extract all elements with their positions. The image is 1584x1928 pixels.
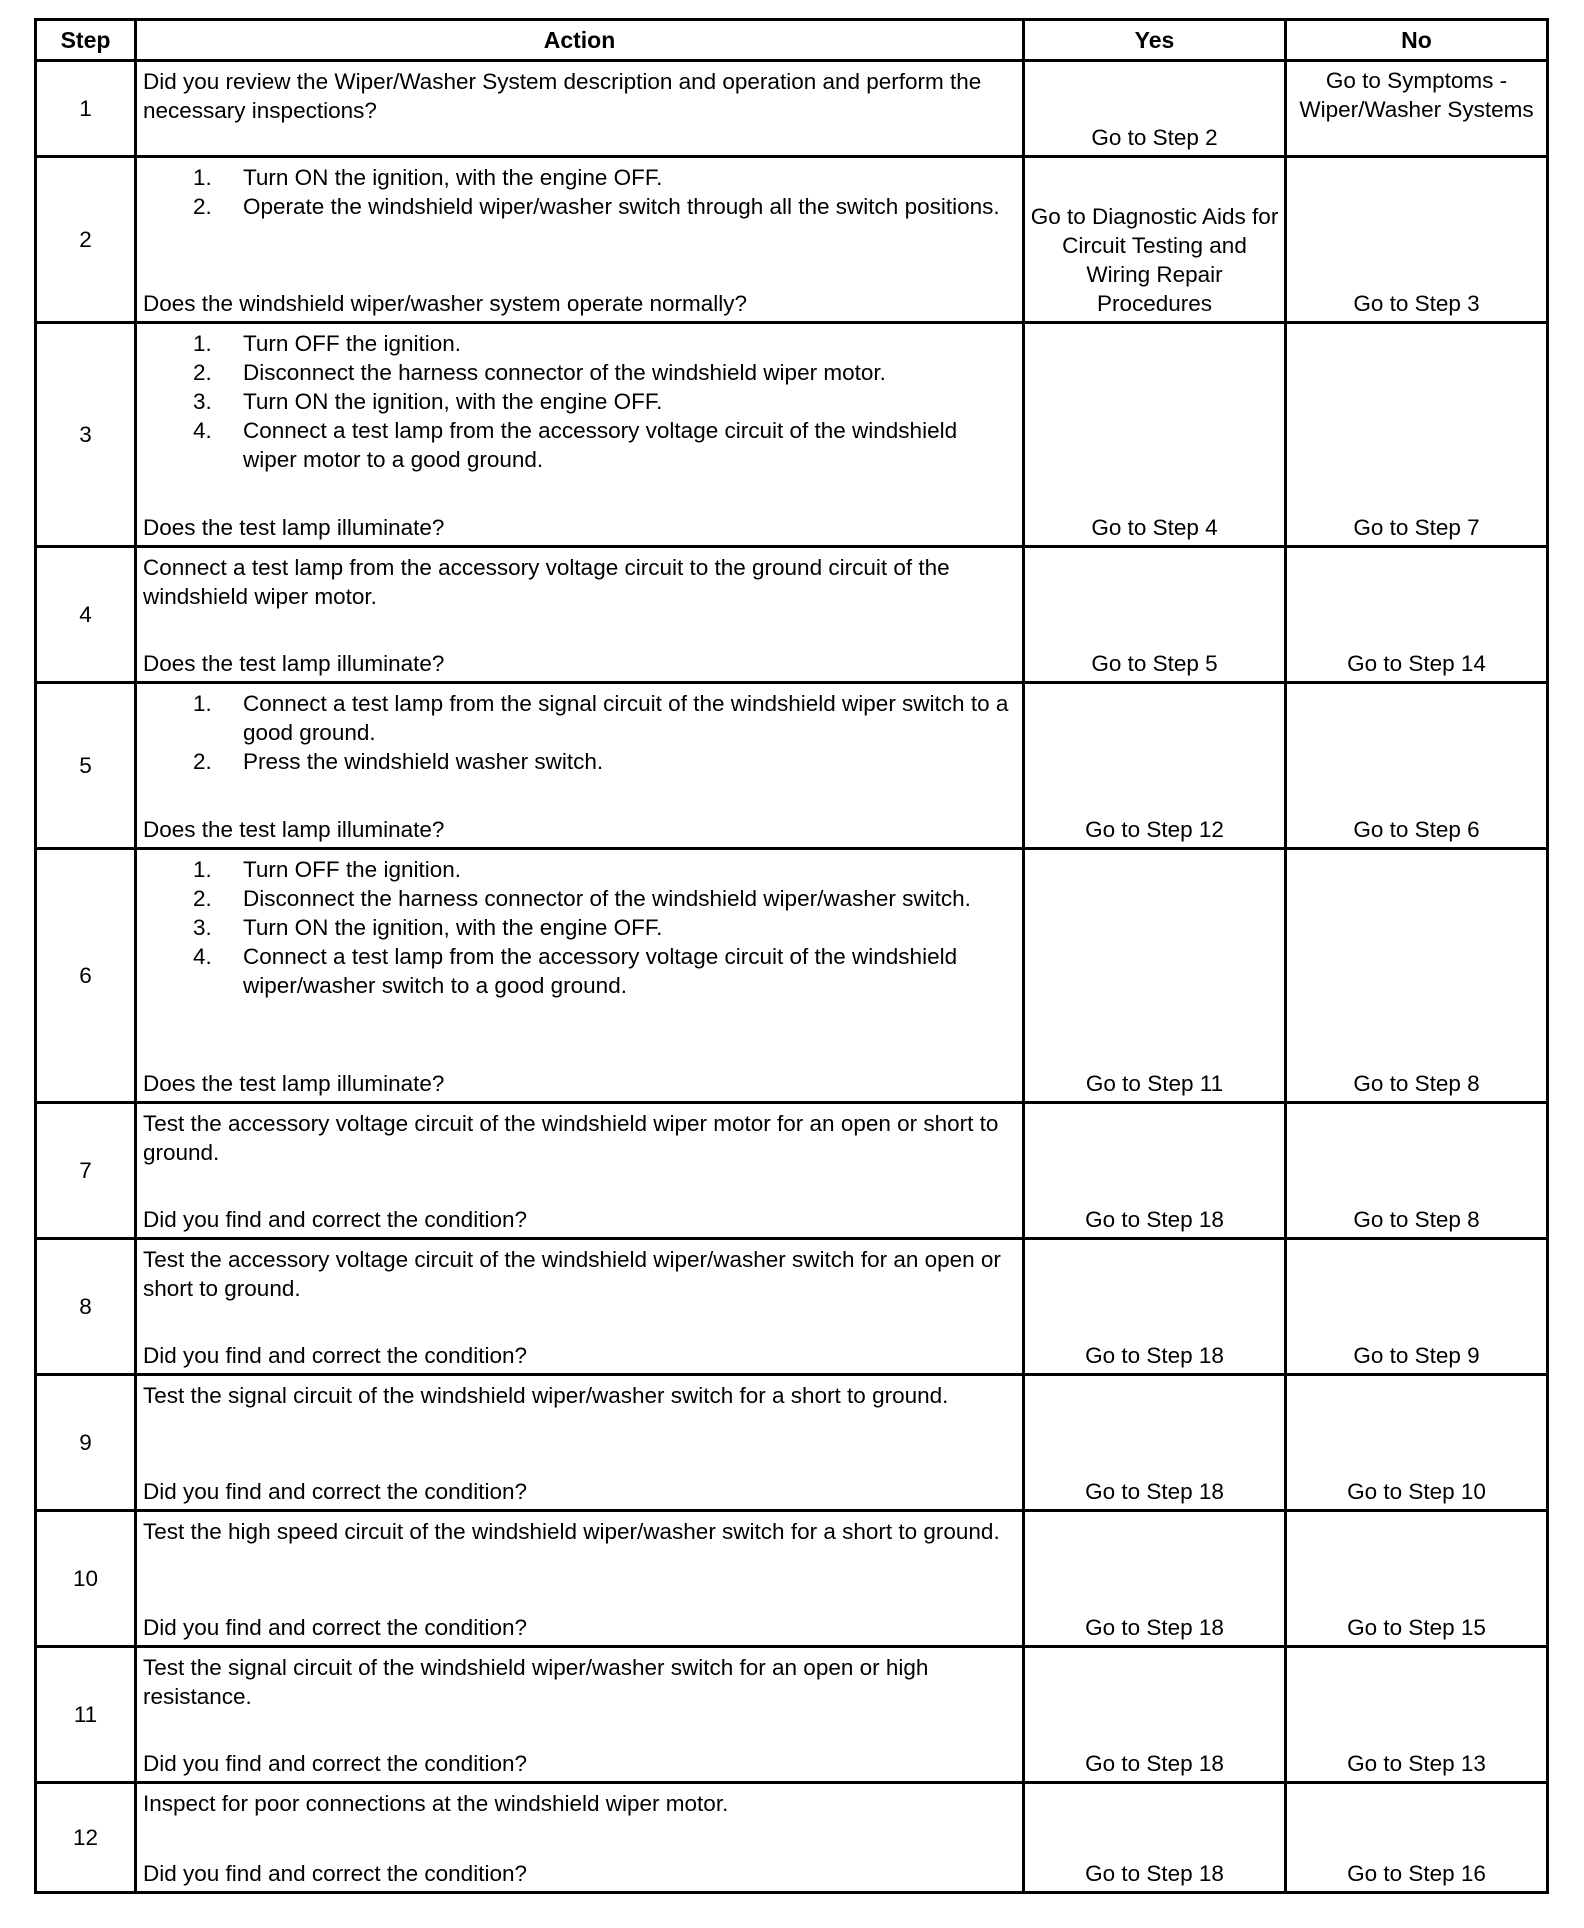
action-step-item bbox=[143, 747, 1016, 776]
action-content bbox=[143, 163, 1016, 318]
step-number: 10 bbox=[36, 1511, 136, 1647]
no-result: Go to Step 9 bbox=[1286, 1239, 1548, 1375]
action-cell bbox=[136, 1511, 1024, 1647]
action-step-item bbox=[143, 329, 1016, 358]
action-step-number: 1. bbox=[193, 165, 212, 190]
action-top bbox=[143, 329, 1016, 474]
header-yes: Yes bbox=[1024, 20, 1286, 61]
yes-result: Go to Step 18 bbox=[1024, 1375, 1286, 1511]
yes-result: Go to Step 2 bbox=[1024, 61, 1286, 157]
table-row bbox=[36, 1103, 1548, 1239]
table-body bbox=[36, 61, 1548, 1893]
action-text: Test the signal circuit of the windshield wiper/washer switch for an open or high resistance. bbox=[143, 1655, 929, 1709]
no-result: Go to Step 7 bbox=[1286, 323, 1548, 547]
table-row bbox=[36, 1375, 1548, 1511]
step-number: 9 bbox=[36, 1375, 136, 1511]
action-cell bbox=[136, 1375, 1024, 1511]
action-content bbox=[143, 1653, 1016, 1778]
no-result: Go to Step 16 bbox=[1286, 1783, 1548, 1893]
action-steps-list bbox=[143, 855, 1016, 1000]
table-row bbox=[36, 683, 1548, 849]
action-cell bbox=[136, 1239, 1024, 1375]
action-cell bbox=[136, 323, 1024, 547]
action-cell bbox=[136, 61, 1024, 157]
header-action: Action bbox=[136, 20, 1024, 61]
action-top bbox=[143, 855, 1016, 1000]
action-step-number: 2. bbox=[193, 749, 212, 774]
yes-result: Go to Step 5 bbox=[1024, 547, 1286, 683]
action-content bbox=[143, 329, 1016, 542]
action-text: Test the high speed circuit of the windshield wiper/washer switch for a short to ground. bbox=[143, 1519, 1000, 1544]
action-step-number: 4. bbox=[193, 418, 212, 443]
action-step-number: 3. bbox=[193, 915, 212, 940]
step-number: 12 bbox=[36, 1783, 136, 1893]
action-cell bbox=[136, 683, 1024, 849]
header-no: No bbox=[1286, 20, 1548, 61]
action-cell bbox=[136, 547, 1024, 683]
action-content bbox=[143, 1109, 1016, 1234]
header-step: Step bbox=[36, 20, 136, 61]
diagnostic-table bbox=[34, 18, 1549, 1894]
step-number: 1 bbox=[36, 61, 136, 157]
yes-result: Go to Step 4 bbox=[1024, 323, 1286, 547]
action-step-number: 2. bbox=[193, 886, 212, 911]
step-number: 5 bbox=[36, 683, 136, 849]
action-step-text: Turn ON the ignition, with the engine OFF. bbox=[243, 389, 663, 414]
action-step-text: Connect a test lamp from the signal circuit of the windshield wiper switch to a good ground. bbox=[243, 691, 1009, 745]
action-top bbox=[143, 67, 1016, 125]
action-top bbox=[143, 689, 1016, 776]
action-question: Did you find and correct the condition? bbox=[143, 1207, 527, 1232]
action-text: Connect a test lamp from the accessory voltage circuit to the ground circuit of the windshield wiper motor. bbox=[143, 555, 950, 609]
action-step-item bbox=[143, 416, 1016, 474]
action-top bbox=[143, 163, 1016, 221]
action-cell bbox=[136, 157, 1024, 323]
yes-result: Go to Step 18 bbox=[1024, 1103, 1286, 1239]
action-content bbox=[143, 1381, 1016, 1506]
action-step-number: 1. bbox=[193, 331, 212, 356]
action-cell bbox=[136, 849, 1024, 1103]
table-row bbox=[36, 61, 1548, 157]
action-step-text: Operate the windshield wiper/washer switch through all the switch positions. bbox=[243, 194, 1000, 219]
action-question: Did you find and correct the condition? bbox=[143, 1861, 527, 1886]
table-row bbox=[36, 323, 1548, 547]
no-result: Go to Step 3 bbox=[1286, 157, 1548, 323]
action-text: Test the accessory voltage circuit of the windshield wiper/washer switch for an open or short to ground. bbox=[143, 1247, 1001, 1301]
table-row bbox=[36, 157, 1548, 323]
step-number: 6 bbox=[36, 849, 136, 1103]
action-step-number: 1. bbox=[193, 691, 212, 716]
yes-result: Go to Step 18 bbox=[1024, 1239, 1286, 1375]
action-step-text: Connect a test lamp from the accessory voltage circuit of the windshield wiper motor to a good ground. bbox=[243, 418, 958, 472]
action-steps-list bbox=[143, 329, 1016, 474]
action-step-item bbox=[143, 358, 1016, 387]
action-content bbox=[143, 1245, 1016, 1370]
yes-result: Go to Diagnostic Aids for Circuit Testing and Wiring Repair Procedures bbox=[1024, 157, 1286, 323]
action-cell bbox=[136, 1647, 1024, 1783]
action-step-number: 1. bbox=[193, 857, 212, 882]
action-text: Test the signal circuit of the windshield wiper/washer switch for a short to ground. bbox=[143, 1383, 949, 1408]
action-step-number: 3. bbox=[193, 389, 212, 414]
no-result: Go to Step 15 bbox=[1286, 1511, 1548, 1647]
action-question: Does the test lamp illuminate? bbox=[143, 515, 445, 540]
action-step-text: Disconnect the harness connector of the windshield wiper/washer switch. bbox=[243, 886, 971, 911]
yes-result: Go to Step 12 bbox=[1024, 683, 1286, 849]
step-number: 4 bbox=[36, 547, 136, 683]
action-content bbox=[143, 1789, 1016, 1888]
action-content bbox=[143, 553, 1016, 678]
action-step-text: Turn ON the ignition, with the engine OFF. bbox=[243, 165, 663, 190]
no-result: Go to Step 10 bbox=[1286, 1375, 1548, 1511]
action-step-item bbox=[143, 855, 1016, 884]
action-step-item bbox=[143, 689, 1016, 747]
step-number: 2 bbox=[36, 157, 136, 323]
action-top bbox=[143, 1109, 1016, 1167]
action-step-text: Turn OFF the ignition. bbox=[243, 331, 462, 356]
action-question: Did you find and correct the condition? bbox=[143, 1343, 527, 1368]
no-result: Go to Step 13 bbox=[1286, 1647, 1548, 1783]
action-question: Does the windshield wiper/washer system operate normally? bbox=[143, 291, 748, 316]
action-step-number: 2. bbox=[193, 194, 212, 219]
action-content bbox=[143, 689, 1016, 844]
action-top bbox=[143, 1653, 1016, 1711]
action-top bbox=[143, 1789, 1016, 1818]
no-result: Go to Step 6 bbox=[1286, 683, 1548, 849]
table-row bbox=[36, 547, 1548, 683]
no-result: Go to Step 14 bbox=[1286, 547, 1548, 683]
action-top bbox=[143, 1381, 1016, 1410]
action-question: Does the test lamp illuminate? bbox=[143, 817, 445, 842]
action-step-text: Disconnect the harness connector of the windshield wiper motor. bbox=[243, 360, 886, 385]
action-step-number: 2. bbox=[193, 360, 212, 385]
yes-result: Go to Step 18 bbox=[1024, 1783, 1286, 1893]
action-question: Did you find and correct the condition? bbox=[143, 1479, 527, 1504]
action-question: Does the test lamp illuminate? bbox=[143, 651, 445, 676]
step-number: 8 bbox=[36, 1239, 136, 1375]
action-steps-list bbox=[143, 689, 1016, 776]
action-step-item bbox=[143, 192, 1016, 221]
no-result: Go to Symptoms - Wiper/Washer Systems bbox=[1286, 61, 1548, 157]
yes-result: Go to Step 18 bbox=[1024, 1647, 1286, 1783]
action-cell bbox=[136, 1103, 1024, 1239]
action-question: Did you find and correct the condition? bbox=[143, 1751, 527, 1776]
no-result: Go to Step 8 bbox=[1286, 849, 1548, 1103]
action-step-item bbox=[143, 884, 1016, 913]
action-content bbox=[143, 1517, 1016, 1642]
action-steps-list bbox=[143, 163, 1016, 221]
table-row bbox=[36, 849, 1548, 1103]
action-top bbox=[143, 1517, 1016, 1546]
step-number: 7 bbox=[36, 1103, 136, 1239]
action-text: Test the accessory voltage circuit of the windshield wiper motor for an open or short to ground. bbox=[143, 1111, 999, 1165]
action-step-item bbox=[143, 387, 1016, 416]
action-content bbox=[143, 67, 1016, 152]
step-number: 3 bbox=[36, 323, 136, 547]
action-step-item bbox=[143, 913, 1016, 942]
action-text: Inspect for poor connections at the windshield wiper motor. bbox=[143, 1791, 729, 1816]
action-text: Did you review the Wiper/Washer System description and operation and perform the necessary inspections? bbox=[143, 69, 982, 123]
action-step-text: Press the windshield washer switch. bbox=[243, 749, 604, 774]
action-step-text: Turn ON the ignition, with the engine OFF. bbox=[243, 915, 663, 940]
step-number: 11 bbox=[36, 1647, 136, 1783]
action-question: Does the test lamp illuminate? bbox=[143, 1071, 445, 1096]
action-question: Did you find and correct the condition? bbox=[143, 1615, 527, 1640]
action-cell bbox=[136, 1783, 1024, 1893]
yes-result: Go to Step 18 bbox=[1024, 1511, 1286, 1647]
table-row bbox=[36, 1647, 1548, 1783]
no-result: Go to Step 8 bbox=[1286, 1103, 1548, 1239]
action-top bbox=[143, 1245, 1016, 1303]
action-step-text: Turn OFF the ignition. bbox=[243, 857, 462, 882]
action-step-item bbox=[143, 163, 1016, 192]
table-row bbox=[36, 1239, 1548, 1375]
action-step-text: Connect a test lamp from the accessory voltage circuit of the windshield wiper/washer switch to a good ground. bbox=[243, 944, 958, 998]
action-content bbox=[143, 855, 1016, 1098]
table-row bbox=[36, 1511, 1548, 1647]
table-row bbox=[36, 1783, 1548, 1893]
action-top bbox=[143, 553, 1016, 611]
action-step-item bbox=[143, 942, 1016, 1000]
action-step-number: 4. bbox=[193, 944, 212, 969]
header-row bbox=[36, 20, 1548, 61]
yes-result: Go to Step 11 bbox=[1024, 849, 1286, 1103]
